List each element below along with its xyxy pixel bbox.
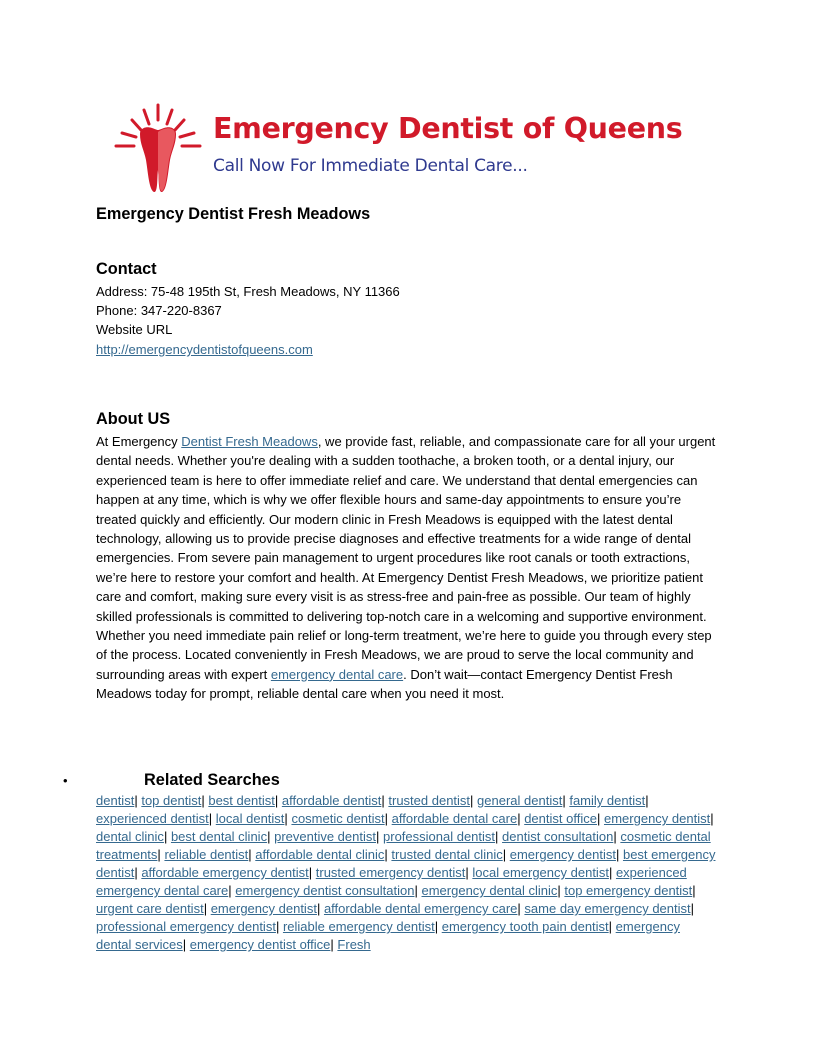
separator: | [284, 811, 288, 826]
related-search-link[interactable]: emergency dentist office [189, 937, 331, 952]
related-search-link[interactable]: preventive dentist [274, 829, 376, 844]
related-search-link[interactable]: emergency dentist [603, 811, 711, 826]
related-search-link[interactable]: reliable emergency dentist [282, 919, 435, 934]
separator: | [414, 883, 418, 898]
related-search-link[interactable]: Fresh [337, 937, 371, 952]
related-search-link[interactable]: dentist [96, 793, 135, 808]
related-search-link[interactable]: experienced dentist [96, 811, 209, 826]
related-search-link[interactable]: same day emergency dentist [524, 901, 691, 916]
related-search-link[interactable]: emergency dental services [96, 919, 680, 952]
separator: | [274, 793, 279, 808]
separator: | [562, 793, 566, 808]
separator: | [308, 865, 313, 880]
related-search-link[interactable]: affordable dentist [281, 793, 382, 808]
tooth-icon [112, 100, 208, 196]
website-label: Website URL [96, 322, 173, 337]
emergency-dental-care-link[interactable]: emergency dental care [270, 666, 404, 682]
separator: | [710, 811, 714, 826]
separator: | [465, 865, 469, 880]
related-search-link[interactable]: experienced emergency dental care [96, 865, 687, 898]
related-search-link[interactable]: affordable emergency dentist [141, 865, 309, 880]
related-search-link[interactable]: best dental clinic [170, 829, 268, 844]
separator: | [434, 919, 439, 934]
separator: | [692, 883, 696, 898]
separator: | [613, 829, 617, 844]
separator: | [134, 865, 138, 880]
related-search-link[interactable]: trusted dental clinic [391, 847, 503, 862]
related-search-link[interactable]: emergency dentist [210, 901, 317, 916]
separator: | [557, 883, 561, 898]
separator: | [495, 829, 499, 844]
separator: | [208, 811, 213, 826]
related-search-link[interactable]: top dentist [141, 793, 202, 808]
related-search-link[interactable]: professional emergency dentist [96, 919, 276, 934]
related-search-link[interactable]: trusted emergency dentist [315, 865, 466, 880]
related-search-link[interactable]: local emergency dentist [472, 865, 609, 880]
website-line [96, 340, 313, 359]
separator: | [608, 865, 613, 880]
about-outro: . Don’t wait—contact Emergency Dentist Fresh Meadows today for prompt, reliable dental care when you need it most. [96, 666, 673, 702]
separator: | [134, 793, 138, 808]
related-search-link[interactable]: professional dentist [383, 829, 496, 844]
separator: | [228, 883, 232, 898]
dentist-fresh-meadows-link[interactable]: Dentist Fresh Meadows [181, 434, 318, 449]
separator: | [316, 901, 321, 916]
related-search-link[interactable]: emergency dentist consultation [235, 883, 415, 898]
related-search-link[interactable]: best emergency dentist [96, 847, 716, 880]
separator: | [275, 919, 280, 934]
related-search-link[interactable]: emergency dentist [509, 847, 616, 862]
related-search-link[interactable]: affordable dental clinic [255, 847, 385, 862]
separator: | [157, 847, 161, 862]
separator: | [517, 901, 521, 916]
about-body: , we provide fast, reliable, and compassionate care for all your urgent dental needs. Whether you're dealing with a sudden toothache, a broken tooth, or a dental injury, our experienced team is here to offer immediate relief and care. We understand that dental emergencies can happen at any time, which is why we offer flexible hours and same-day appointments to ensure you’re treated quickly and efficiently. Our modern clinic in Fresh Meadows is equipped with the latest dental technology, allowing us to provide precise diagnoses and effective treatments for a wide range of dental emergencies. From severe pain management to urgent procedures like root canals or tooth extractions, we’re here to restore your comfort and health. At Emergency Dentist Fresh Meadows, we prioritize patient care and comfort, making sure every visit is as stress-free and pain-free as possible. Our team of highly skilled professionals is committed to delivering top-notch care in a welcoming and supportive environment. Whether you need immediate pain relief or long-term treatment, we’re here to guide you through every step of the process. Located conveniently in Fresh Meadows, we are proud to serve the local community and surrounding areas with expert [96, 434, 716, 682]
related-search-link[interactable]: emergency dental clinic [421, 883, 558, 898]
separator: | [608, 919, 613, 934]
related-search-link[interactable]: affordable dental care [391, 811, 518, 826]
related-search-link[interactable]: dental clinic [96, 829, 164, 844]
contact-heading: Contact [96, 260, 157, 278]
separator: | [384, 811, 389, 826]
separator: | [384, 847, 388, 862]
separator: | [330, 937, 334, 952]
related-search-link[interactable]: affordable dental emergency care [323, 901, 518, 916]
separator: | [182, 937, 187, 952]
bullet-marker: • [63, 773, 68, 788]
separator: | [615, 847, 620, 862]
separator: | [381, 793, 385, 808]
separator: | [163, 829, 168, 844]
related-search-link[interactable]: cosmetic dental treatments [96, 829, 711, 862]
related-search-link[interactable]: dentist consultation [502, 829, 614, 844]
separator: | [517, 811, 521, 826]
related-search-link[interactable]: cosmetic dentist [291, 811, 385, 826]
website-link[interactable]: http://emergencydentistofqueens.com [96, 342, 313, 357]
related-search-link[interactable]: reliable dentist [164, 847, 249, 862]
related-searches-heading: Related Searches [144, 771, 280, 789]
separator: | [690, 901, 695, 916]
separator: | [201, 793, 205, 808]
separator: | [376, 829, 380, 844]
related-search-link[interactable]: urgent care dentist [96, 901, 204, 916]
related-search-link[interactable]: emergency tooth pain dentist [441, 919, 609, 934]
related-search-link[interactable]: best dentist [208, 793, 275, 808]
page-title: Emergency Dentist Fresh Meadows [96, 205, 371, 223]
related-search-link[interactable]: trusted dentist [388, 793, 471, 808]
related-search-link[interactable]: top emergency dentist [564, 883, 693, 898]
separator: | [596, 811, 601, 826]
separator: | [248, 847, 252, 862]
separator: | [470, 793, 474, 808]
related-searches-list [96, 792, 718, 960]
logo-title: Emergency Dentist of Queens [213, 112, 683, 145]
about-paragraph [96, 432, 716, 704]
related-search-link[interactable]: local dentist [215, 811, 285, 826]
separator: | [502, 847, 507, 862]
logo [112, 100, 692, 196]
separator: | [645, 793, 649, 808]
separator: | [203, 901, 208, 916]
about-intro: At Emergency [96, 434, 182, 449]
phone-text: Phone: 347-220-8367 [96, 303, 222, 318]
separator: | [267, 829, 271, 844]
logo-tagline: Call Now For Immediate Dental Care... [213, 156, 528, 176]
about-heading: About US [96, 410, 171, 428]
related-search-link[interactable]: dentist office [524, 811, 597, 826]
address-text: Address: 75-48 195th St, Fresh Meadows, NY 11366 [96, 284, 400, 299]
related-search-link[interactable]: family dentist [569, 793, 646, 808]
related-search-link[interactable]: general dentist [477, 793, 563, 808]
